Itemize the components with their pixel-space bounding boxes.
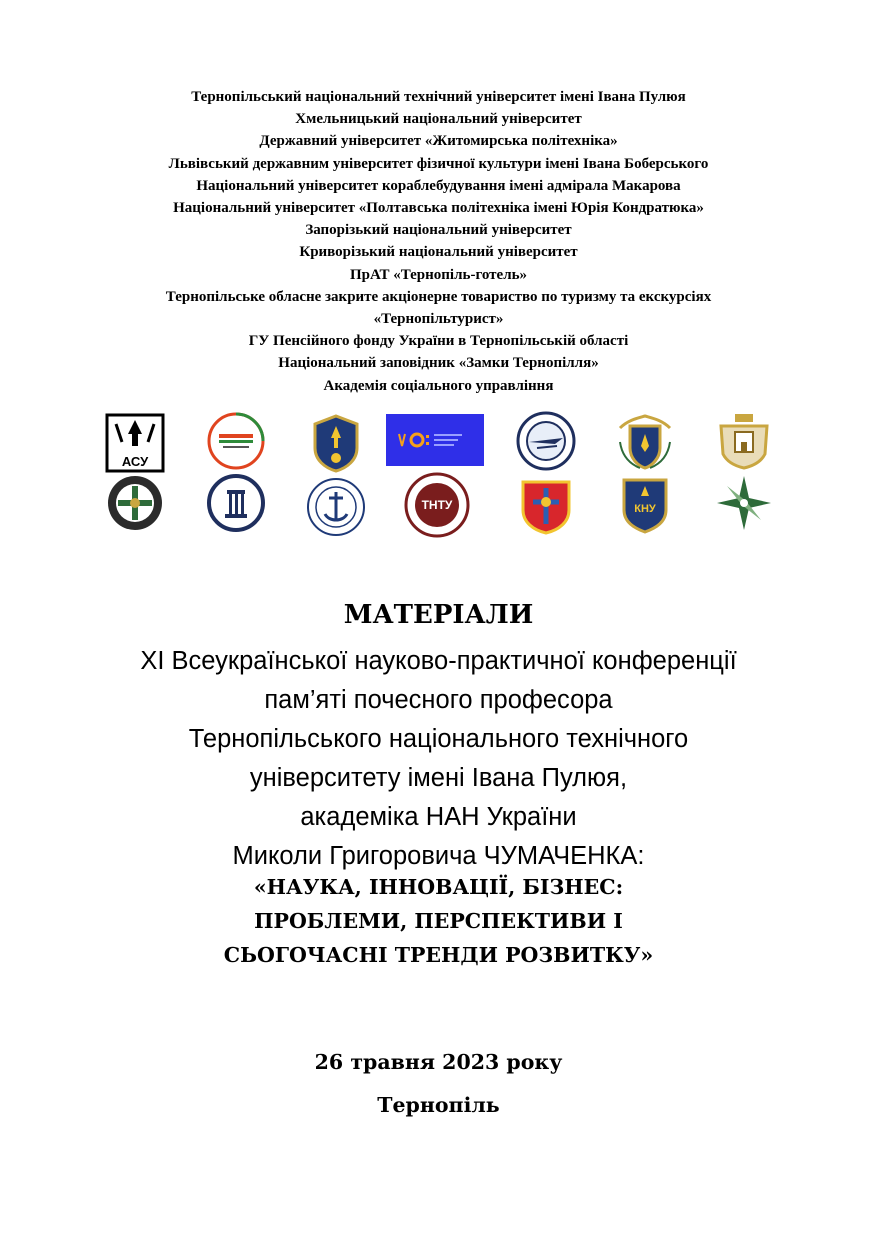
organizer-line: «Тернопільтурист» [373,311,504,328]
asu-logo-text: АСУ [121,454,149,469]
knu-logo [614,474,676,536]
ternopil-region-crest-logo [515,474,577,536]
conference-date: 26 травня 2023 року [314,1050,563,1074]
compass-rose-logo [713,472,775,534]
aviation-university-logo [515,410,577,472]
description-line: університету імені Івана Пулюя, [249,764,628,792]
description-line: академіка НАН України [300,803,577,831]
description-line: Миколи Григоровича ЧУМАЧЕНКА: [232,842,645,870]
organizer-line: Криворізький національний університет [299,244,578,261]
lviv-sport-university-logo [305,412,367,474]
academy-shield-logo [614,412,676,474]
theme-line: «НАУКА, ІННОВАЦІЇ, БІЗНЕС: [253,875,624,899]
organizer-line: Тернопільський національний технічний університет імені Івана Пулюя [191,89,686,105]
cross-emblem-logo [104,472,166,534]
organizer-line: ПрАТ «Тернопіль-готель» [349,266,528,283]
column-emblem-logo [205,472,267,534]
zhytomyr-polytechnic-logo [205,410,267,472]
tntu-logo [404,472,470,538]
main-title: МАТЕРІАЛИ [343,600,534,630]
organizer-line: Академія соціального управління [323,377,554,394]
conference-description [0,642,877,876]
conference-theme [0,870,877,972]
ministry-logo [386,414,484,466]
organizer-line: Державний університет «Житомирська політехніка» [259,133,618,150]
knu-logo-text: КНУ [634,503,656,515]
shipbuilding-university-logo [305,476,367,538]
conference-city: Тернопіль [377,1093,500,1117]
organizer-line: Національний університет «Полтавська політехніка імені Юрія Кондратюка» [173,200,704,217]
description-line: Тернопільського національного технічного [188,725,689,753]
organizer-line: Хмельницький національний університет [295,111,582,128]
organizer-line: Львівський державним університет фізичної культури імені Івана Боберського [168,155,709,172]
asu-logo [104,412,166,474]
organizers-list [0,86,877,397]
description-line: пам’яті почесного професора [264,686,613,714]
castle-crest-logo [713,410,775,472]
theme-line: ПРОБЛЕМИ, ПЕРСПЕКТИВИ І [254,909,623,933]
organizer-line: ГУ Пенсійного фонду України в Тернопільській області [248,333,629,350]
theme-line: СЬОГОЧАСНІ ТРЕНДИ РОЗВИТКУ» [223,943,654,967]
organizer-line: Тернопільське обласне закрите акціонерне товариство по туризму та екскурсіях [165,288,712,305]
organizer-line: Національний університет кораблебудування імені адмірала Макарова [196,177,681,194]
tntu-logo-text: ТНТУ [421,498,453,512]
organizer-line: Запорізький національний університет [305,222,572,239]
organizer-line: Національний заповідник «Замки Тернопілля» [278,355,599,372]
description-line: XI Всеукраїнської науково-практичної конференції [140,647,737,675]
